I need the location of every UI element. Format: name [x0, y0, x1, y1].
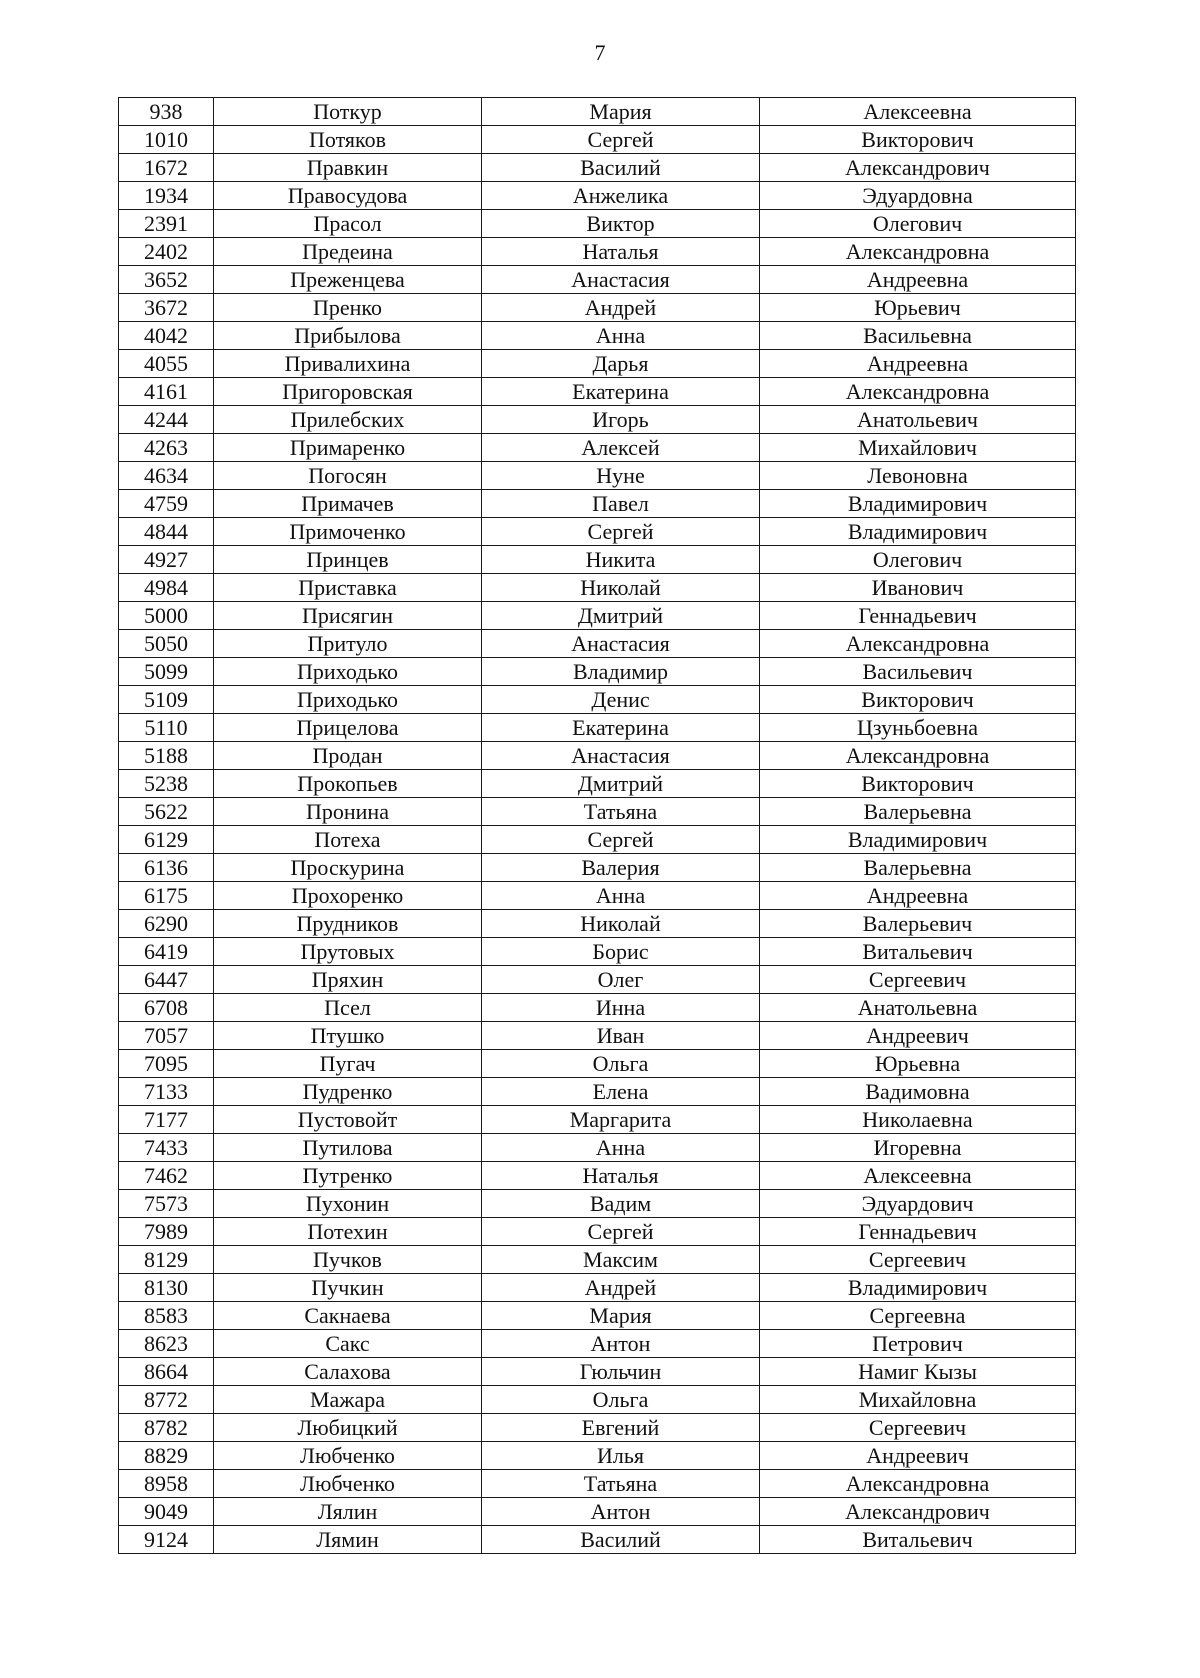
cell-first-name: Анастасия [482, 742, 760, 770]
page-number: 7 [594, 40, 606, 65]
cell-last-name: Потеха [214, 826, 482, 854]
table-row [119, 854, 1076, 882]
cell-id: 6447 [119, 966, 214, 994]
cell-first-name: Татьяна [482, 1470, 760, 1498]
cell-id: 3672 [119, 294, 214, 322]
table-row [119, 1358, 1076, 1386]
cell-patronymic: Витальевич [760, 938, 1076, 966]
cell-id: 4161 [119, 378, 214, 406]
cell-id: 8130 [119, 1274, 214, 1302]
cell-first-name: Вадим [482, 1190, 760, 1218]
cell-id: 6136 [119, 854, 214, 882]
cell-first-name: Алексей [482, 434, 760, 462]
table-row [119, 518, 1076, 546]
cell-last-name: Путилова [214, 1134, 482, 1162]
table-row [119, 378, 1076, 406]
cell-first-name: Анжелика [482, 182, 760, 210]
cell-patronymic: Анатольевна [760, 994, 1076, 1022]
cell-id: 9124 [119, 1526, 214, 1554]
cell-first-name: Сергей [482, 518, 760, 546]
cell-patronymic: Алексеевна [760, 1162, 1076, 1190]
cell-last-name: Пухонин [214, 1190, 482, 1218]
cell-last-name: Примоченко [214, 518, 482, 546]
table-row [119, 1050, 1076, 1078]
table-row [119, 770, 1076, 798]
cell-first-name: Мария [482, 1302, 760, 1330]
cell-first-name: Андрей [482, 294, 760, 322]
cell-last-name: Привалихина [214, 350, 482, 378]
table-row [119, 1386, 1076, 1414]
cell-last-name: Прудников [214, 910, 482, 938]
cell-last-name: Предеина [214, 238, 482, 266]
table-row [119, 210, 1076, 238]
table-row [119, 1134, 1076, 1162]
cell-patronymic: Сергеевна [760, 1302, 1076, 1330]
cell-first-name: Ольга [482, 1386, 760, 1414]
table-row [119, 1498, 1076, 1526]
cell-patronymic: Сергеевич [760, 1246, 1076, 1274]
cell-id: 4055 [119, 350, 214, 378]
cell-last-name: Лялин [214, 1498, 482, 1526]
cell-last-name: Прохоренко [214, 882, 482, 910]
cell-first-name: Василий [482, 154, 760, 182]
cell-patronymic: Александровна [760, 378, 1076, 406]
cell-patronymic: Левоновна [760, 462, 1076, 490]
cell-first-name: Дарья [482, 350, 760, 378]
table-row [119, 1106, 1076, 1134]
cell-last-name: Правкин [214, 154, 482, 182]
cell-first-name: Маргарита [482, 1106, 760, 1134]
cell-id: 4927 [119, 546, 214, 574]
cell-id: 6290 [119, 910, 214, 938]
cell-patronymic: Андреевна [760, 882, 1076, 910]
cell-patronymic: Олегович [760, 210, 1076, 238]
cell-patronymic: Валерьевна [760, 798, 1076, 826]
cell-patronymic: Вадимовна [760, 1078, 1076, 1106]
cell-patronymic: Геннадьевич [760, 1218, 1076, 1246]
cell-first-name: Мария [482, 98, 760, 126]
cell-id: 5050 [119, 630, 214, 658]
cell-patronymic: Анатольевич [760, 406, 1076, 434]
cell-last-name: Сакс [214, 1330, 482, 1358]
table-row [119, 238, 1076, 266]
cell-first-name: Екатерина [482, 714, 760, 742]
table-row [119, 1414, 1076, 1442]
table-row [119, 602, 1076, 630]
roster-table [118, 97, 1076, 1554]
cell-patronymic: Юрьевич [760, 294, 1076, 322]
table-row [119, 546, 1076, 574]
cell-id: 8623 [119, 1330, 214, 1358]
cell-last-name: Пугач [214, 1050, 482, 1078]
cell-first-name: Сергей [482, 126, 760, 154]
cell-first-name: Наталья [482, 1162, 760, 1190]
cell-first-name: Иван [482, 1022, 760, 1050]
table-row [119, 406, 1076, 434]
cell-last-name: Пучков [214, 1246, 482, 1274]
table-row [119, 1526, 1076, 1554]
cell-patronymic: Владимирович [760, 518, 1076, 546]
cell-last-name: Пряхин [214, 966, 482, 994]
cell-last-name: Прутовых [214, 938, 482, 966]
cell-last-name: Пучкин [214, 1274, 482, 1302]
table-row [119, 826, 1076, 854]
cell-last-name: Притуло [214, 630, 482, 658]
cell-first-name: Денис [482, 686, 760, 714]
cell-id: 8129 [119, 1246, 214, 1274]
cell-patronymic: Андреевич [760, 1022, 1076, 1050]
cell-id: 3652 [119, 266, 214, 294]
cell-first-name: Екатерина [482, 378, 760, 406]
cell-last-name: Продан [214, 742, 482, 770]
cell-first-name: Гюльчин [482, 1358, 760, 1386]
cell-patronymic: Андреевна [760, 350, 1076, 378]
cell-last-name: Прицелова [214, 714, 482, 742]
cell-first-name: Ольга [482, 1050, 760, 1078]
cell-first-name: Борис [482, 938, 760, 966]
cell-id: 8664 [119, 1358, 214, 1386]
cell-patronymic: Витальевич [760, 1526, 1076, 1554]
cell-first-name: Анна [482, 322, 760, 350]
cell-last-name: Прасол [214, 210, 482, 238]
cell-id: 1934 [119, 182, 214, 210]
cell-patronymic: Сергеевич [760, 966, 1076, 994]
cell-id: 8829 [119, 1442, 214, 1470]
cell-first-name: Антон [482, 1498, 760, 1526]
cell-first-name: Василий [482, 1526, 760, 1554]
cell-patronymic: Иванович [760, 574, 1076, 602]
cell-last-name: Пригоровская [214, 378, 482, 406]
roster-body [119, 98, 1076, 1554]
cell-first-name: Виктор [482, 210, 760, 238]
table-row [119, 1274, 1076, 1302]
cell-patronymic: Александровна [760, 630, 1076, 658]
cell-first-name: Татьяна [482, 798, 760, 826]
table-row [119, 154, 1076, 182]
cell-first-name: Евгений [482, 1414, 760, 1442]
cell-last-name: Приставка [214, 574, 482, 602]
table-row [119, 1022, 1076, 1050]
cell-last-name: Любченко [214, 1470, 482, 1498]
cell-patronymic: Михайловна [760, 1386, 1076, 1414]
table-row [119, 462, 1076, 490]
table-row [119, 714, 1076, 742]
cell-last-name: Погосян [214, 462, 482, 490]
table-row [119, 574, 1076, 602]
cell-last-name: Прилебских [214, 406, 482, 434]
cell-first-name: Николай [482, 910, 760, 938]
cell-id: 1672 [119, 154, 214, 182]
cell-id: 4984 [119, 574, 214, 602]
cell-id: 2391 [119, 210, 214, 238]
cell-first-name: Инна [482, 994, 760, 1022]
cell-id: 938 [119, 98, 214, 126]
cell-patronymic: Михайлович [760, 434, 1076, 462]
cell-last-name: Правосудова [214, 182, 482, 210]
cell-id: 7095 [119, 1050, 214, 1078]
cell-patronymic: Геннадьевич [760, 602, 1076, 630]
table-row [119, 98, 1076, 126]
cell-id: 6129 [119, 826, 214, 854]
cell-first-name: Дмитрий [482, 602, 760, 630]
cell-id: 4634 [119, 462, 214, 490]
cell-last-name: Пустовойт [214, 1106, 482, 1134]
cell-first-name: Сергей [482, 1218, 760, 1246]
table-row [119, 182, 1076, 210]
table-row [119, 1218, 1076, 1246]
cell-id: 4263 [119, 434, 214, 462]
cell-last-name: Приходько [214, 686, 482, 714]
cell-patronymic: Петрович [760, 1330, 1076, 1358]
cell-last-name: Пронина [214, 798, 482, 826]
cell-first-name: Анна [482, 882, 760, 910]
table-row [119, 434, 1076, 462]
cell-last-name: Псел [214, 994, 482, 1022]
table-row [119, 882, 1076, 910]
cell-first-name: Максим [482, 1246, 760, 1274]
cell-patronymic: Викторович [760, 686, 1076, 714]
cell-patronymic: Эдуардовна [760, 182, 1076, 210]
cell-id: 5622 [119, 798, 214, 826]
table-row [119, 910, 1076, 938]
cell-last-name: Салахова [214, 1358, 482, 1386]
cell-last-name: Поткур [214, 98, 482, 126]
cell-last-name: Мажара [214, 1386, 482, 1414]
cell-last-name: Потяков [214, 126, 482, 154]
cell-first-name: Валерия [482, 854, 760, 882]
cell-first-name: Олег [482, 966, 760, 994]
table-row [119, 350, 1076, 378]
cell-id: 4244 [119, 406, 214, 434]
cell-last-name: Прокопьев [214, 770, 482, 798]
cell-last-name: Преженцева [214, 266, 482, 294]
cell-patronymic: Эдуардович [760, 1190, 1076, 1218]
table-row [119, 1470, 1076, 1498]
cell-id: 5238 [119, 770, 214, 798]
cell-first-name: Нуне [482, 462, 760, 490]
cell-first-name: Владимир [482, 658, 760, 686]
table-row [119, 966, 1076, 994]
cell-last-name: Примаренко [214, 434, 482, 462]
table-row [119, 266, 1076, 294]
cell-patronymic: Васильевна [760, 322, 1076, 350]
cell-first-name: Антон [482, 1330, 760, 1358]
cell-patronymic: Александрович [760, 154, 1076, 182]
cell-first-name: Анастасия [482, 630, 760, 658]
cell-first-name: Игорь [482, 406, 760, 434]
cell-id: 7462 [119, 1162, 214, 1190]
cell-last-name: Сакнаева [214, 1302, 482, 1330]
cell-patronymic: Викторович [760, 770, 1076, 798]
table-row [119, 490, 1076, 518]
cell-id: 1010 [119, 126, 214, 154]
table-row [119, 1190, 1076, 1218]
cell-patronymic: Владимирович [760, 490, 1076, 518]
cell-id: 6175 [119, 882, 214, 910]
table-row [119, 686, 1076, 714]
cell-id: 4042 [119, 322, 214, 350]
cell-last-name: Путренко [214, 1162, 482, 1190]
cell-first-name: Анастасия [482, 266, 760, 294]
cell-last-name: Птушко [214, 1022, 482, 1050]
cell-id: 7573 [119, 1190, 214, 1218]
cell-id: 5110 [119, 714, 214, 742]
table-row [119, 126, 1076, 154]
cell-last-name: Проскурина [214, 854, 482, 882]
cell-patronymic: Намиг Кызы [760, 1358, 1076, 1386]
cell-patronymic: Сергеевич [760, 1414, 1076, 1442]
cell-first-name: Никита [482, 546, 760, 574]
cell-patronymic: Цзуньбоевна [760, 714, 1076, 742]
cell-id: 5099 [119, 658, 214, 686]
cell-id: 8772 [119, 1386, 214, 1414]
cell-id: 8782 [119, 1414, 214, 1442]
table-row [119, 1330, 1076, 1358]
cell-id: 5188 [119, 742, 214, 770]
cell-patronymic: Николаевна [760, 1106, 1076, 1134]
cell-patronymic: Олегович [760, 546, 1076, 574]
cell-first-name: Дмитрий [482, 770, 760, 798]
cell-last-name: Приходько [214, 658, 482, 686]
cell-last-name: Присягин [214, 602, 482, 630]
cell-first-name: Елена [482, 1078, 760, 1106]
cell-last-name: Любицкий [214, 1414, 482, 1442]
table-row [119, 994, 1076, 1022]
cell-patronymic: Алексеевна [760, 98, 1076, 126]
table-row [119, 1078, 1076, 1106]
table-row [119, 630, 1076, 658]
table-row [119, 294, 1076, 322]
cell-last-name: Прибылова [214, 322, 482, 350]
cell-patronymic: Владимирович [760, 1274, 1076, 1302]
cell-patronymic: Андреевич [760, 1442, 1076, 1470]
cell-first-name: Илья [482, 1442, 760, 1470]
cell-patronymic: Васильевич [760, 658, 1076, 686]
cell-patronymic: Викторович [760, 126, 1076, 154]
cell-first-name: Николай [482, 574, 760, 602]
cell-patronymic: Александрович [760, 1498, 1076, 1526]
cell-id: 5000 [119, 602, 214, 630]
cell-id: 7133 [119, 1078, 214, 1106]
cell-patronymic: Валерьевич [760, 910, 1076, 938]
cell-patronymic: Андреевна [760, 266, 1076, 294]
cell-first-name: Андрей [482, 1274, 760, 1302]
table-row [119, 1162, 1076, 1190]
cell-last-name: Примачев [214, 490, 482, 518]
cell-first-name: Наталья [482, 238, 760, 266]
cell-patronymic: Александровна [760, 238, 1076, 266]
cell-patronymic: Владимирович [760, 826, 1076, 854]
cell-first-name: Анна [482, 1134, 760, 1162]
table-row [119, 658, 1076, 686]
cell-id: 7057 [119, 1022, 214, 1050]
cell-id: 6708 [119, 994, 214, 1022]
cell-id: 5109 [119, 686, 214, 714]
cell-patronymic: Александровна [760, 742, 1076, 770]
cell-id: 4759 [119, 490, 214, 518]
cell-last-name: Потехин [214, 1218, 482, 1246]
cell-last-name: Пренко [214, 294, 482, 322]
cell-id: 9049 [119, 1498, 214, 1526]
table-row [119, 938, 1076, 966]
cell-last-name: Принцев [214, 546, 482, 574]
cell-patronymic: Валерьевна [760, 854, 1076, 882]
cell-id: 4844 [119, 518, 214, 546]
cell-patronymic: Игоревна [760, 1134, 1076, 1162]
cell-id: 8583 [119, 1302, 214, 1330]
table-row [119, 322, 1076, 350]
cell-id: 8958 [119, 1470, 214, 1498]
table-row [119, 1302, 1076, 1330]
cell-last-name: Любченко [214, 1442, 482, 1470]
cell-id: 7177 [119, 1106, 214, 1134]
cell-id: 7433 [119, 1134, 214, 1162]
table-row [119, 742, 1076, 770]
cell-id: 6419 [119, 938, 214, 966]
cell-last-name: Лямин [214, 1526, 482, 1554]
cell-id: 2402 [119, 238, 214, 266]
cell-first-name: Сергей [482, 826, 760, 854]
cell-patronymic: Александровна [760, 1470, 1076, 1498]
table-row [119, 1246, 1076, 1274]
cell-first-name: Павел [482, 490, 760, 518]
table-row [119, 1442, 1076, 1470]
table-row [119, 798, 1076, 826]
cell-id: 7989 [119, 1218, 214, 1246]
cell-patronymic: Юрьевна [760, 1050, 1076, 1078]
cell-last-name: Пудренко [214, 1078, 482, 1106]
